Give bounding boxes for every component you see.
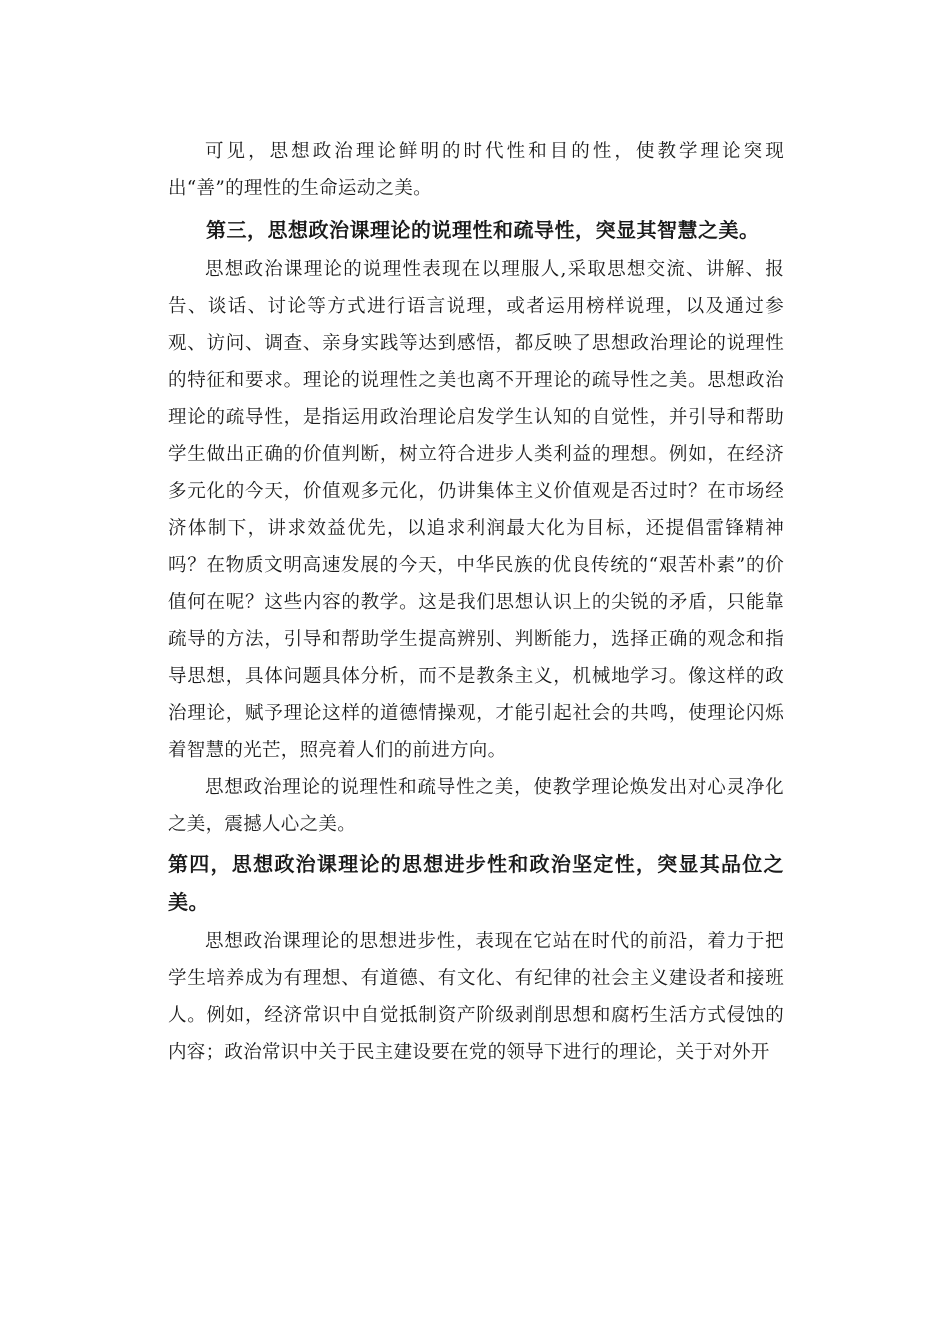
document-body: [168, 133, 784, 1071]
section-heading-fourth: 第四，思想政治课理论的思想进步性和政治坚定性，突显其品位之美。: [168, 852, 784, 914]
paragraph-reasoning-guidance: 思想政治课理论的说理性表现在以理服人,采取思想交流、讲解、报告、谈话、讨论等方式进行语言说理，或者运用榜样说理，以及通过参观、访问、调查、亲身实践等达到感悟，都反映了思想政治理论的说理性的特征和要求。理论的说理性之美也离不开理论的疏导性之美。思想政治理论的疏导性，是指运用政治理论启发学生认知的自觉性，并引导和帮助学生做出正确的价值判断，树立符合进步人类利益的理想。例如，在经济多元化的今天，价值观多元化，仍讲集体主义价值观是否过时？在市场经济体制下，讲求效益优先，以追求利润最大化为目标，还提倡雷锋精神吗？在物质文明高速发展的今天，中华民族的优良传统的“艰苦朴素”的价值何在呢？这些内容的教学。这是我们思想认识上的尖锐的矛盾，只能靠疏导的方法，引导和帮助学生提高辨别、判断能力，选择正确的观念和指导思想，具体问题具体分析，而不是教条主义，机械地学习。像这样的政治理论，赋予理论这样的道德情操观，才能引起社会的共鸣，使理论闪烁着智慧的光芒，照亮着人们的前进方向。: [168, 259, 784, 761]
section-heading-third: 第三，思想政治课理论的说理性和疏导性，突显其智慧之美。: [206, 218, 760, 242]
paragraph-conclusion-goodness: 可见，思想政治理论鲜明的时代性和目的性，使教学理论突现出“善”的理性的生命运动之美。: [168, 141, 784, 199]
paragraph-progressiveness: 思想政治课理论的思想进步性，表现在它站在时代的前沿，着力于把学生培养成为有理想、有道德、有文化、有纪律的社会主义建设者和接班人。例如，经济常识中自觉抵制资产阶级剥削思想和腐朽生活方式侵蚀的内容；政治常识中关于民主建设要在党的领导下进行的理论，关于对外开: [168, 931, 784, 1063]
paragraph-conclusion-wisdom: 思想政治理论的说理性和疏导性之美，使教学理论焕发出对心灵净化之美，震撼人心之美。: [168, 777, 784, 835]
